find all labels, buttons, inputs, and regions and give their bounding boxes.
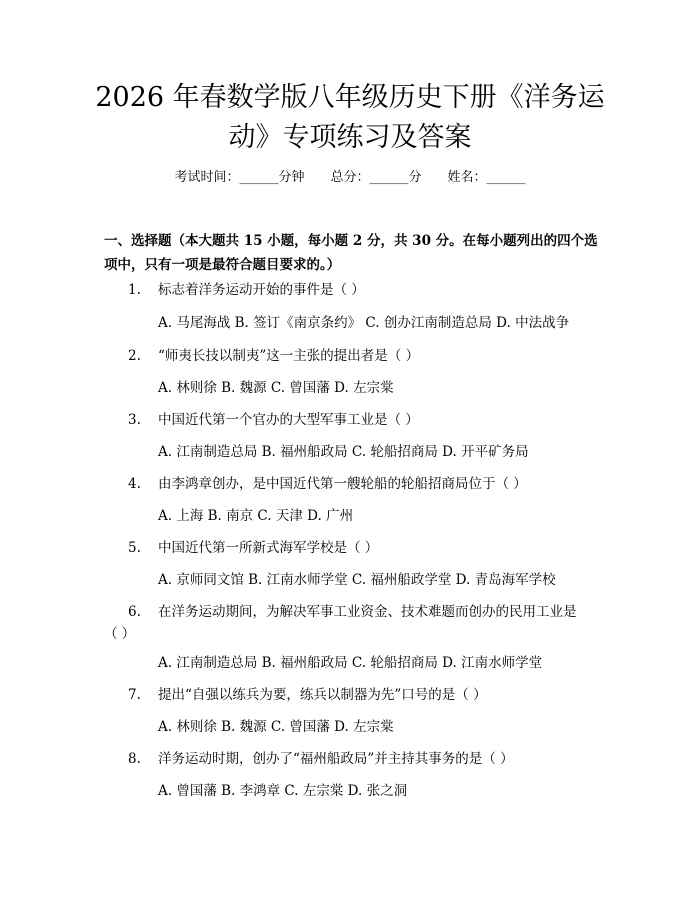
- question-text: “师夷长技以制夷”这一主张的提出者是（ ）: [158, 348, 420, 364]
- question-3-options: A. 江南制造总局 B. 福州船政局 C. 轮船招商局 D. 开平矿务局: [158, 444, 529, 460]
- question-number: 7.: [128, 687, 141, 703]
- question-5-options: A. 京师同文馆 B. 江南水师学堂 C. 福州船政学堂 D. 青岛海军学校: [158, 572, 556, 588]
- question-number: 8.: [128, 751, 141, 767]
- question-8-options: A. 曾国藩 B. 李鸿章 C. 左宗棠 D. 张之洞: [158, 783, 408, 799]
- question-3: [128, 409, 598, 431]
- question-number: 3.: [128, 412, 141, 428]
- question-6-options: A. 江南制造总局 B. 福州船政局 C. 轮船招商局 D. 江南水师学堂: [158, 655, 543, 671]
- title-line-1: 2026 年春数学版八年级历史下册《洋务运: [95, 82, 605, 113]
- question-text: 中国近代第一个官办的大型军事工业是（ ）: [158, 412, 419, 428]
- question-1: [128, 279, 598, 301]
- question-8: [128, 748, 598, 770]
- question-text: 标志着洋务运动开始的事件是（ ）: [158, 282, 365, 298]
- section-heading-line-2: 项中，只有一项是最符合题目要求的。）: [104, 257, 341, 273]
- question-text: 由李鸿章创办，是中国近代第一艘轮船的轮船招商局位于（ ）: [158, 476, 527, 492]
- question-5: [128, 537, 598, 559]
- question-number: 5.: [128, 540, 141, 556]
- question-text-continued: （ ）: [104, 626, 136, 642]
- exam-time: 考试时间：______分钟: [174, 170, 305, 185]
- question-number: 1.: [128, 282, 141, 298]
- question-1-options: A. 马尾海战 B. 签订《南京条约》 C. 创办江南制造总局 D. 中法战争: [158, 315, 570, 331]
- question-text: 洋务运动时期，创办了“福州船政局”并主持其事务的是（ ）: [158, 751, 514, 767]
- exam-info: [0, 169, 700, 187]
- title-line-2: 动》专项练习及答案: [228, 122, 472, 153]
- section-heading-line-1: 一、选择题（本大题共 15 小题，每小题 2 分，共 30 分。在每小题列出的四个选: [104, 233, 598, 249]
- exam-score: 总分：______分: [330, 170, 422, 185]
- question-4: [128, 473, 598, 495]
- question-text: 在洋务运动期间，为解决军事工业资金、技术难题而创办的民用工业是: [158, 604, 577, 620]
- question-4-options: A. 上海 B. 南京 C. 天津 D. 广州: [158, 508, 354, 524]
- question-2: [128, 345, 598, 367]
- question-number: 6.: [128, 604, 141, 620]
- question-number: 2.: [128, 348, 141, 364]
- exam-name: 姓名：______: [447, 170, 526, 185]
- question-2-options: A. 林则徐 B. 魏源 C. 曾国藩 D. 左宗棠: [158, 380, 394, 396]
- question-text: 提出“自强以练兵为要，练兵以制器为先”口号的是（ ）: [158, 687, 487, 703]
- question-number: 4.: [128, 476, 141, 492]
- question-text: 中国近代第一所新式海军学校是（ ）: [158, 540, 379, 556]
- section-heading: [104, 229, 604, 277]
- document-title: [95, 78, 605, 158]
- question-7: [128, 684, 598, 706]
- question-6: [104, 601, 598, 645]
- question-7-options: A. 林则徐 B. 魏源 C. 曾国藩 D. 左宗棠: [158, 719, 394, 735]
